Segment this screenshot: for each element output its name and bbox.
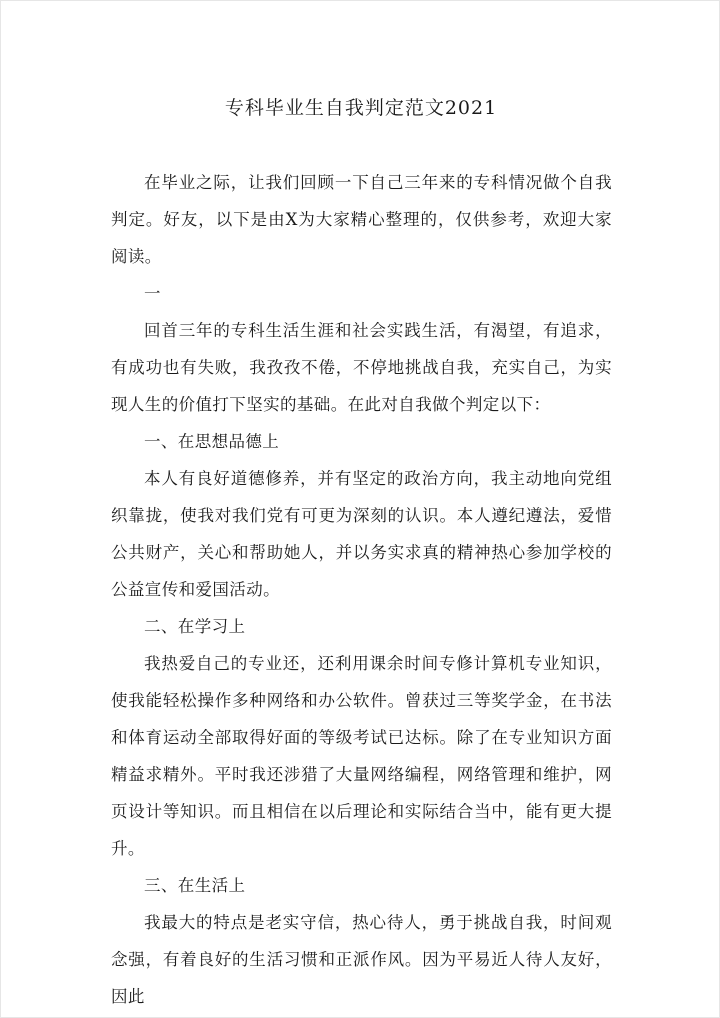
document-body xyxy=(111,164,612,1015)
paragraph-intro: 在毕业之际，让我们回顾一下自己三年来的专科情况做个自我判定。好友，以下是由X为大家精心整理的，仅供参考，欢迎大家阅读。 xyxy=(111,173,612,266)
paragraph-moral: 本人有良好道德修养，并有坚定的政治方向，我主动地向党组织靠拢，使我对我们党有可更为深刻的认识。本人遵纪遵法，爱惜公共财产，关心和帮助她人，并以务实求真的精神热心参加学校的公益宣传和爱国活动。 xyxy=(111,469,612,599)
heading-life: 三、在生活上 xyxy=(144,876,246,895)
paragraph-study: 我热爱自己的专业还，还利用课余时间专修计算机专业知识，使我能轻松操作多种网络和办公软件。曾获过三等奖学金，在书法和体育运动全部取得好面的等级考试已达标。除了在专业知识方面精益求精外。平时我还涉猎了大量网络编程，网络管理和维护，网页设计等知识。而且相信在以后理论和实际结合当中，能有更大提升。 xyxy=(111,654,612,858)
section-marker: 一 xyxy=(144,284,161,303)
document-title: 专科毕业生自我判定范文2021 xyxy=(224,97,498,119)
heading-study: 二、在学习上 xyxy=(144,617,246,636)
paragraph-review: 回首三年的专科生活生涯和社会实践生活，有渴望，有追求，有成功也有失败，我孜孜不倦，不停地挑战自我，充实自己，为实现人生的价值打下坚实的基础。在此对自我做个判定以下： xyxy=(111,321,612,414)
heading-moral: 一、在思想品德上 xyxy=(144,432,280,451)
paragraph-life: 我最大的特点是老实守信，热心待人，勇于挑战自我，时间观念强，有着良好的生活习惯和正派作风。因为平易近人待人友好，因此 xyxy=(111,913,612,1006)
